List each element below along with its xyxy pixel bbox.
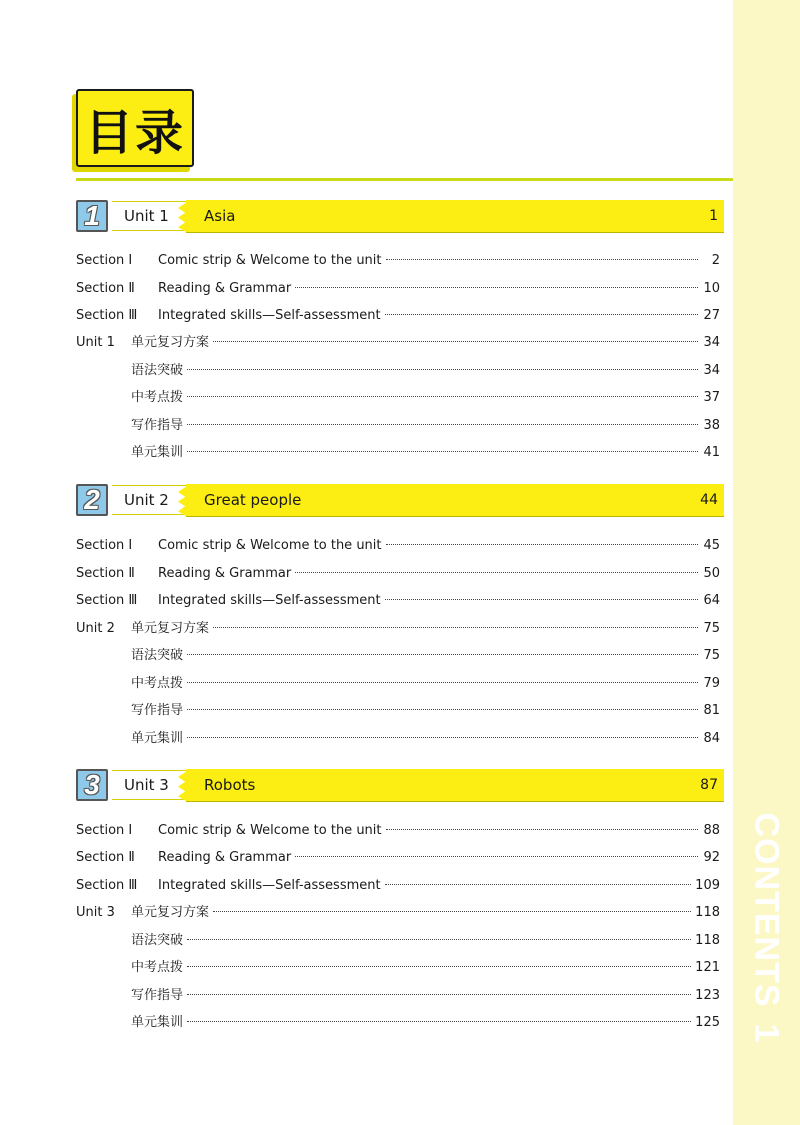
unit-title: Asia xyxy=(204,207,236,225)
page-title: 目录 xyxy=(84,104,185,161)
toc-row[interactable] xyxy=(76,876,720,896)
unit-page-number: 87 xyxy=(700,777,718,793)
toc-row-lead: Unit 1 xyxy=(76,335,115,350)
toc-row-text: 写作指导 xyxy=(131,988,184,1003)
toc-row-page: 109 xyxy=(695,878,720,893)
dot-leader xyxy=(213,341,698,342)
dot-leader xyxy=(187,1021,691,1022)
toc-row-text: Reading & Grammar xyxy=(158,850,292,865)
toc-row-lead: Section Ⅱ xyxy=(76,850,135,865)
unit-number-badge: 2 xyxy=(76,484,108,516)
toc-row-lead: Section Ⅲ xyxy=(76,308,138,323)
toc-row-page: 121 xyxy=(695,960,720,975)
toc-row[interactable] xyxy=(76,646,720,666)
toc-row-lead: Unit 2 xyxy=(76,621,115,636)
toc-row-text: 中考点拨 xyxy=(131,676,184,691)
toc-row-text: 写作指导 xyxy=(131,703,184,718)
toc-row-page: 75 xyxy=(703,648,720,663)
dot-leader xyxy=(187,709,698,710)
toc-row-page: 118 xyxy=(695,933,720,948)
unit-label: Unit 1 xyxy=(124,207,169,225)
toc-row-lead: Section Ⅱ xyxy=(76,566,135,581)
toc-row[interactable] xyxy=(76,619,720,639)
toc-row-text: 中考点拨 xyxy=(131,960,184,975)
dot-leader xyxy=(386,259,698,260)
toc-row[interactable] xyxy=(76,958,720,978)
side-contents-label xyxy=(747,813,786,1044)
toc-row-page: 75 xyxy=(703,621,720,636)
toc-row[interactable] xyxy=(76,361,720,381)
toc-row[interactable] xyxy=(76,931,720,951)
toc-row[interactable] xyxy=(76,443,720,463)
toc-row[interactable] xyxy=(76,903,720,923)
toc-row[interactable] xyxy=(76,701,720,721)
dot-leader xyxy=(386,544,698,545)
unit-title: Robots xyxy=(204,776,256,794)
toc-row-text: 语法突破 xyxy=(131,648,184,663)
side-page-number: 1 xyxy=(747,1023,786,1044)
toc-row-text: Comic strip & Welcome to the unit xyxy=(158,823,382,838)
toc-row[interactable] xyxy=(76,279,720,299)
dot-leader xyxy=(385,599,698,600)
dot-leader xyxy=(187,451,698,452)
toc-row-text: Integrated skills—Self-assessment xyxy=(158,308,381,323)
unit-number-badge: 3 xyxy=(76,769,108,801)
toc-row-lead: Section Ⅰ xyxy=(76,823,133,838)
dot-leader xyxy=(213,911,691,912)
toc-row[interactable] xyxy=(76,848,720,868)
toc-row[interactable] xyxy=(76,536,720,556)
toc-row[interactable] xyxy=(76,251,720,271)
toc-row-page: 88 xyxy=(703,823,720,838)
toc-row-page: 125 xyxy=(695,1015,720,1030)
toc-row-text: Comic strip & Welcome to the unit xyxy=(158,253,382,268)
toc-row-page: 118 xyxy=(695,905,720,920)
toc-row-text: 中考点拨 xyxy=(131,390,184,405)
toc-row-page: 2 xyxy=(711,253,720,268)
toc-row-lead: Unit 3 xyxy=(76,905,115,920)
toc-row-page: 34 xyxy=(703,363,720,378)
dot-leader xyxy=(295,856,698,857)
toc-row-page: 27 xyxy=(703,308,720,323)
unit-underline xyxy=(186,516,724,517)
dot-leader xyxy=(385,884,692,885)
unit-title: Great people xyxy=(204,491,302,509)
toc-row-text: 写作指导 xyxy=(131,418,184,433)
dot-leader xyxy=(385,314,698,315)
toc-row[interactable] xyxy=(76,306,720,326)
toc-row-text: Comic strip & Welcome to the unit xyxy=(158,538,382,553)
toc-row-text: 语法突破 xyxy=(131,363,184,378)
title-rule xyxy=(76,178,733,181)
toc-row-text: 单元集训 xyxy=(131,731,184,746)
dot-leader xyxy=(187,369,698,370)
toc-row-page: 41 xyxy=(703,445,720,460)
toc-row-text: Reading & Grammar xyxy=(158,281,292,296)
toc-row-page: 50 xyxy=(703,566,720,581)
toc-row-page: 81 xyxy=(703,703,720,718)
toc-row-page: 123 xyxy=(695,988,720,1003)
toc-row-page: 84 xyxy=(703,731,720,746)
toc-row-page: 10 xyxy=(703,281,720,296)
toc-row-text: 单元集训 xyxy=(131,1015,184,1030)
toc-row[interactable] xyxy=(76,986,720,1006)
dot-leader xyxy=(187,994,691,995)
dot-leader xyxy=(187,737,698,738)
dot-leader xyxy=(187,966,691,967)
unit-label: Unit 2 xyxy=(124,491,169,509)
toc-row-lead: Section Ⅱ xyxy=(76,281,135,296)
title-box xyxy=(76,89,194,167)
toc-row[interactable] xyxy=(76,1013,720,1033)
toc-row-text: Integrated skills—Self-assessment xyxy=(158,593,381,608)
toc-row-lead: Section Ⅲ xyxy=(76,878,138,893)
toc-row[interactable] xyxy=(76,729,720,749)
unit-page-number: 44 xyxy=(700,492,718,508)
toc-row-text: 单元复习方案 xyxy=(131,905,210,920)
toc-row-page: 34 xyxy=(703,335,720,350)
toc-row-page: 45 xyxy=(703,538,720,553)
toc-row[interactable] xyxy=(76,591,720,611)
toc-row[interactable] xyxy=(76,674,720,694)
unit-number-badge: 1 xyxy=(76,200,108,232)
toc-row-text: 单元集训 xyxy=(131,445,184,460)
dot-leader xyxy=(187,654,698,655)
toc-row-text: 单元复习方案 xyxy=(131,621,210,636)
toc-row[interactable] xyxy=(76,564,720,584)
dot-leader xyxy=(187,424,698,425)
toc-row-page: 38 xyxy=(703,418,720,433)
toc-row-text: Integrated skills—Self-assessment xyxy=(158,878,381,893)
dot-leader xyxy=(187,682,698,683)
unit-underline xyxy=(186,232,724,233)
side-contents-word: CONTENTS xyxy=(747,812,786,1008)
unit-header-2[interactable] xyxy=(76,484,724,516)
unit-page-number: 1 xyxy=(709,208,718,224)
dot-leader xyxy=(295,572,698,573)
toc-row-text: Reading & Grammar xyxy=(158,566,292,581)
toc-row-text: 语法突破 xyxy=(131,933,184,948)
dot-leader xyxy=(187,396,698,397)
dot-leader xyxy=(213,627,698,628)
toc-row-lead: Section Ⅲ xyxy=(76,593,138,608)
toc-row[interactable] xyxy=(76,388,720,408)
unit-header-3[interactable] xyxy=(76,769,724,801)
toc-row-page: 92 xyxy=(703,850,720,865)
unit-header-1[interactable] xyxy=(76,200,724,232)
toc-row[interactable] xyxy=(76,416,720,436)
toc-row-lead: Section Ⅰ xyxy=(76,253,133,268)
toc-row-page: 79 xyxy=(703,676,720,691)
dot-leader xyxy=(187,939,691,940)
unit-title-band xyxy=(186,769,724,801)
toc-row-page: 64 xyxy=(703,593,720,608)
unit-title-band xyxy=(186,200,724,232)
dot-leader xyxy=(295,287,698,288)
toc-row[interactable] xyxy=(76,821,720,841)
toc-row-page: 37 xyxy=(703,390,720,405)
toc-row[interactable] xyxy=(76,333,720,353)
unit-label: Unit 3 xyxy=(124,776,169,794)
unit-underline xyxy=(186,801,724,802)
toc-row-lead: Section Ⅰ xyxy=(76,538,133,553)
dot-leader xyxy=(386,829,698,830)
toc-row-text: 单元复习方案 xyxy=(131,335,210,350)
